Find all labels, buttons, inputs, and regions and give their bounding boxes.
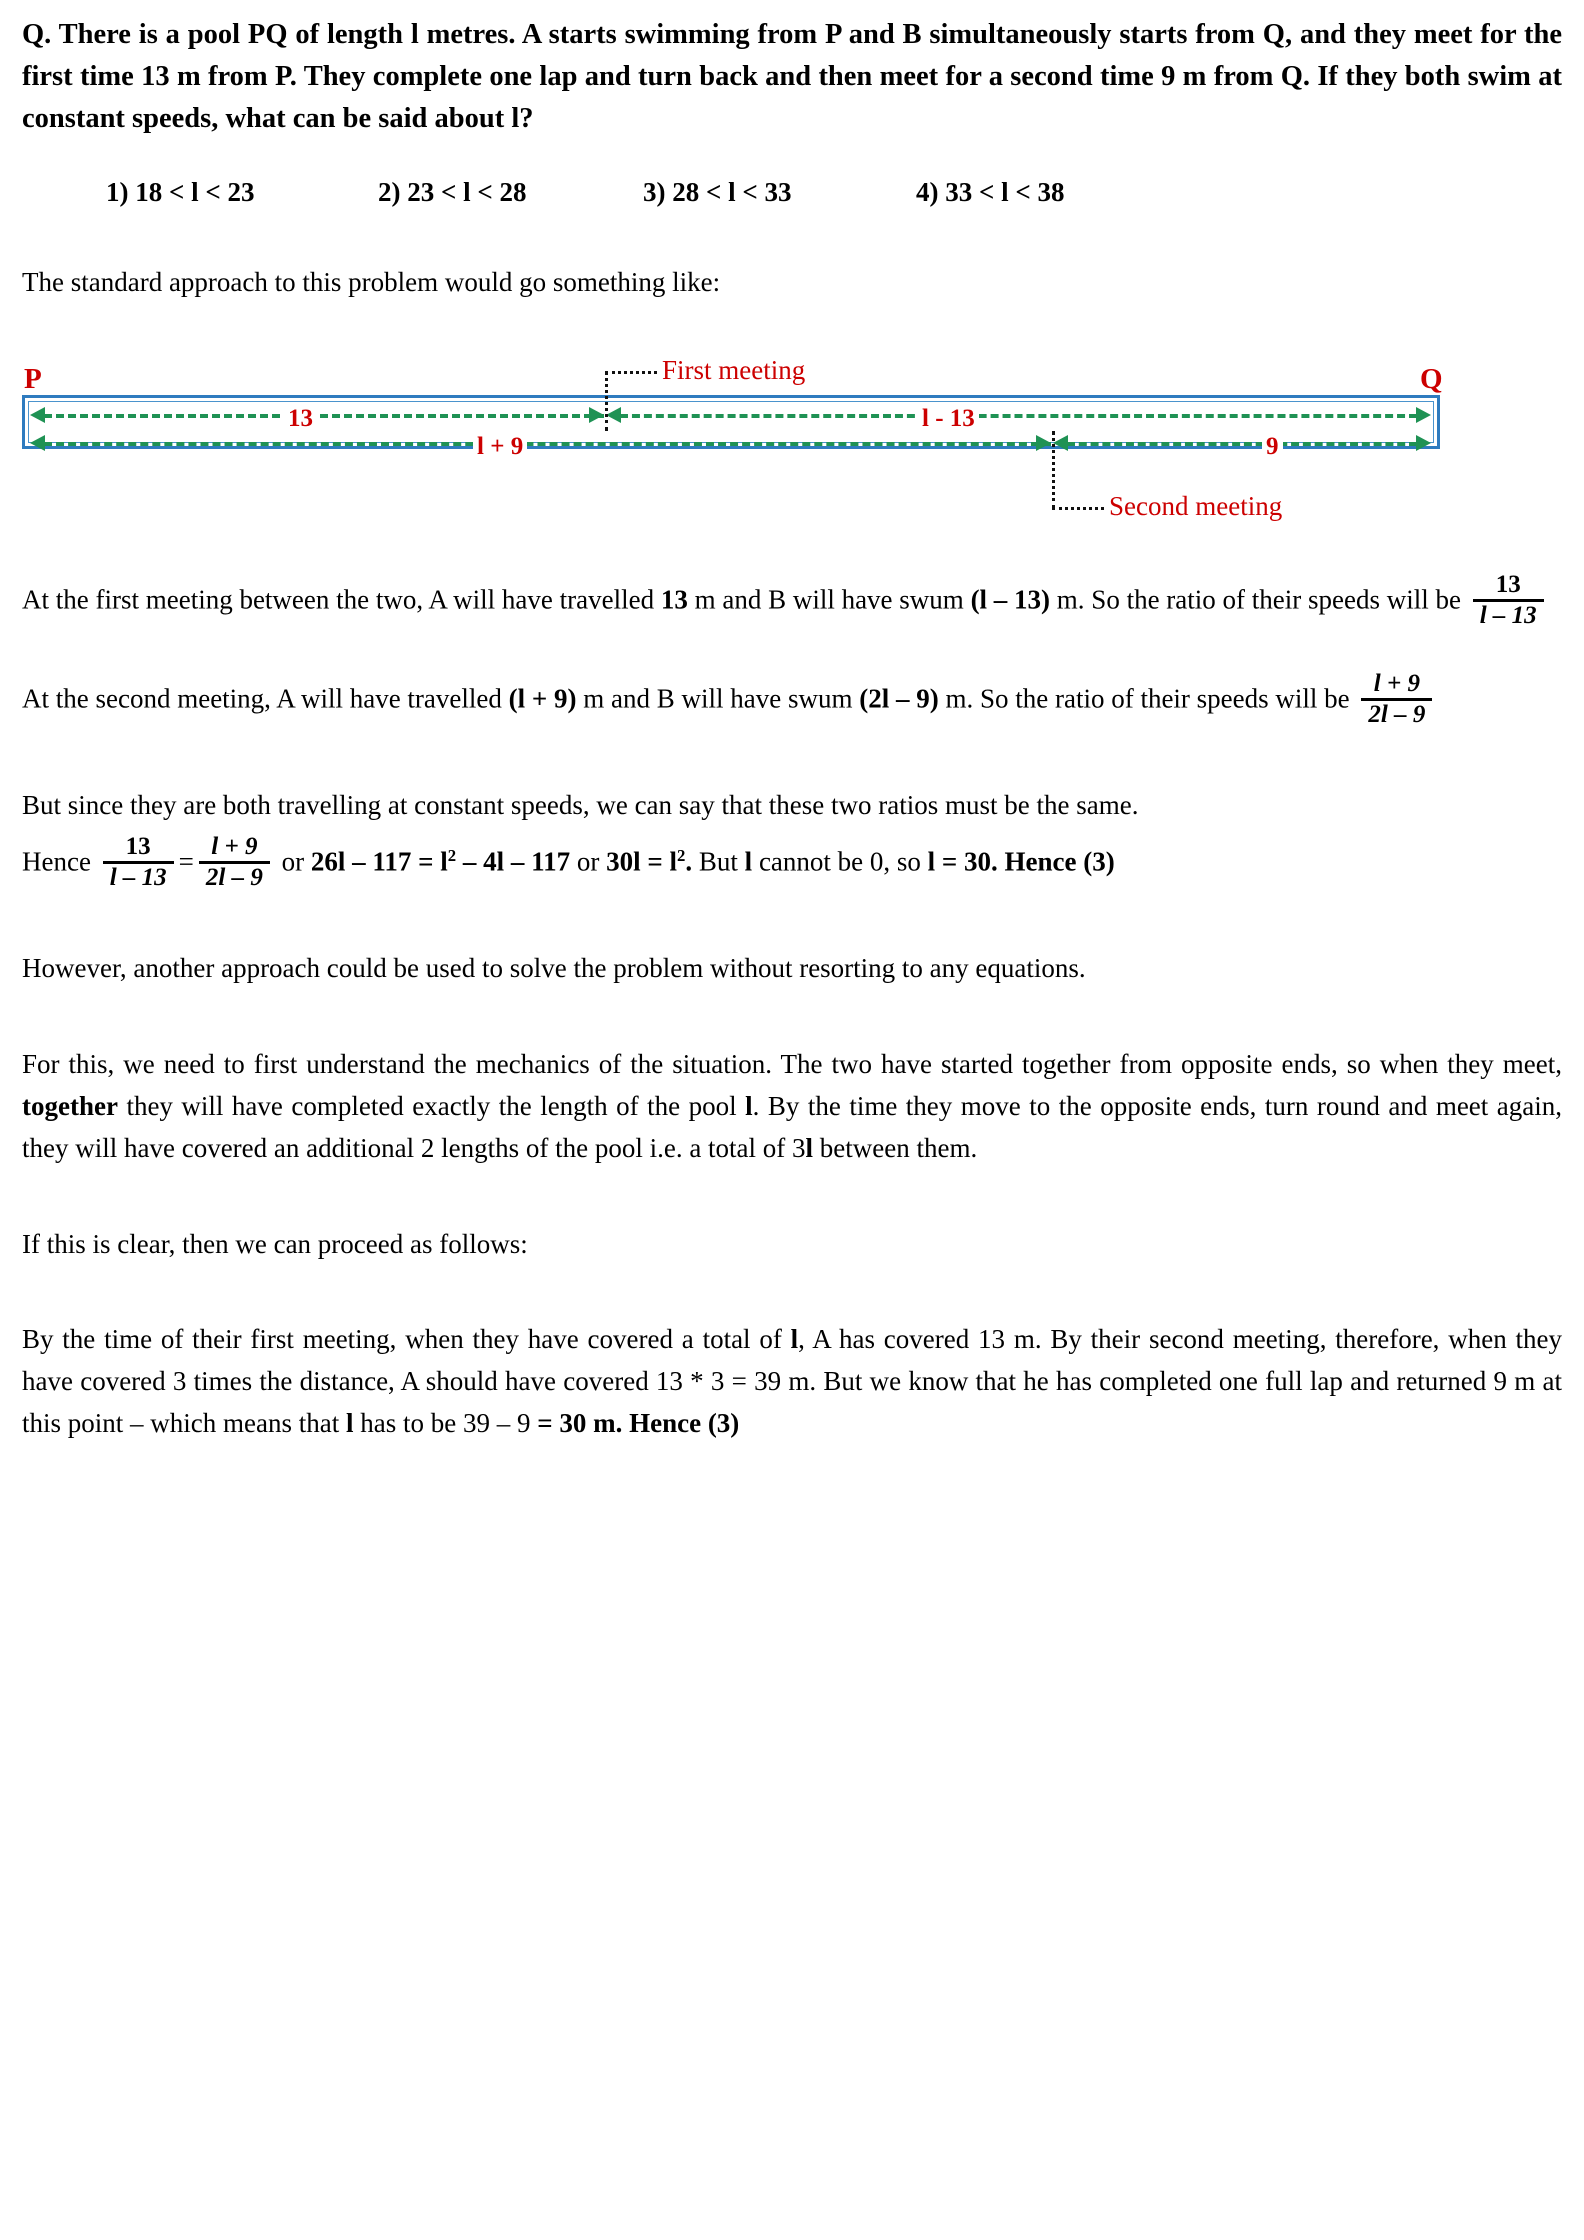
p7-bold-l2: l (345, 1408, 354, 1439)
option-1[interactable]: 1) 18 < l < 23 (106, 176, 255, 207)
p5-bold-together: together (22, 1090, 118, 1121)
p5-seg-c: they will have completed exactly the length of the pool (117, 1090, 746, 1121)
paragraph-first-meeting (22, 573, 1562, 632)
second-meeting-leader-vertical (1052, 431, 1055, 509)
p1-expr-l-minus-13: (l – 13) (970, 585, 1051, 616)
paragraph-final-reasoning (22, 1319, 1562, 1445)
diagram-value-9: 9 (1262, 434, 1283, 459)
arrow-row-second-trip (30, 435, 1432, 451)
arrow-head-right-mid-row1 (589, 407, 604, 423)
second-meeting-leader-horizontal (1052, 507, 1104, 510)
p2-expr-l-plus-9: (l + 9) (508, 684, 577, 715)
p3-expr-3: 30l = l (606, 846, 678, 877)
fraction-3-denominator: l – 13 (103, 861, 174, 892)
arrow-head-right-mid-row2 (1036, 435, 1051, 451)
p3-expr-2: – 4l – 117 (456, 846, 571, 877)
p3-line1: But since they are both travelling at constant speeds, we can say that these two ratios must be the same. (22, 790, 1139, 821)
question-text: Q. There is a pool PQ of length l metres. A starts swimming from P and B simultaneously starts from Q, and they meet for the first time 13 m from P. They complete one lap and turn back and then meet for a second time 9 m from Q. If they both swim at constant speeds, what can be said about l? (22, 19, 1562, 135)
first-meeting-leader-vertical (605, 371, 608, 431)
p1-seg-c: m and B will have swum (687, 585, 971, 616)
p3-or-2: or (570, 846, 607, 877)
p2-seg-a: At the second meeting, A will have travelled (22, 684, 509, 715)
option-2[interactable]: 2) 23 < l < 28 (378, 176, 527, 207)
fraction-4-denominator: 2l – 9 (199, 861, 270, 892)
p3-expr-4: . (685, 846, 693, 877)
first-meeting-label: First meeting (662, 355, 806, 386)
paragraph-equation-intro (22, 785, 1562, 827)
paragraph-equation (22, 835, 1562, 894)
p3-superscript-1: 2 (447, 845, 457, 865)
paragraph-second-meeting (22, 672, 1562, 731)
fraction-2-denominator: 2l – 9 (1361, 698, 1432, 729)
first-meeting-leader-horizontal (605, 371, 657, 374)
p5-bold-l2: l (805, 1132, 814, 1163)
arrow-head-left-row1 (30, 407, 45, 423)
p1-seg-e: m. So the ratio of their speeds will be (1050, 585, 1468, 616)
p1-seg-a: At the first meeting between the two, A will have travelled (22, 585, 661, 616)
p3-answer: l = 30. Hence (3) (927, 846, 1115, 877)
p3-tail-a: But (692, 846, 745, 877)
p3-hence: Hence (22, 846, 98, 877)
equals-sign: = (178, 846, 194, 877)
fraction-4-numerator: l + 9 (211, 833, 258, 861)
p1-val-13: 13 (660, 585, 688, 616)
fraction-3-numerator: 13 (125, 833, 151, 861)
arrow-head-left-mid-row2 (1053, 435, 1068, 451)
arrow-head-left-row2 (30, 435, 45, 451)
diagram-value-l-minus-13: l - 13 (918, 406, 979, 431)
paragraph-alternative-approach: However, another approach could be used to solve the problem without resorting to any equations. (22, 953, 1086, 984)
fraction-2-numerator: l + 9 (1373, 670, 1420, 698)
arrow-row-first-trip (30, 407, 1432, 423)
p3-expr-1: 26l – 117 = l (310, 846, 448, 877)
p2-expr-2l-minus-9: (2l – 9) (859, 684, 939, 715)
p7-seg-a: By the time of their first meeting, when they have covered a total of (22, 1324, 791, 1355)
diagram-value-13: 13 (284, 406, 317, 431)
arrow-head-right-row2 (1416, 435, 1431, 451)
fraction-ratio-1 (1473, 571, 1544, 630)
fraction-ratio-2 (1361, 670, 1432, 729)
diagram-label-p: P (24, 363, 42, 396)
p3-superscript-2: 2 (677, 845, 686, 865)
p3-tail-c: cannot be 0, so (752, 846, 928, 877)
dash-segment-13 (44, 414, 604, 418)
p7-seg-e: has to be 39 – 9 (353, 1408, 538, 1439)
p5-seg-e: . By the time they move to the opposite ends, turn round and meet again, they will have covered an additional 2 lengths of the pool i.e. a total of 3 (22, 1090, 1562, 1163)
document-content (22, 14, 1562, 1445)
dash-segment-l-minus-13 (620, 414, 1417, 418)
diagram-value-l-plus-9: l + 9 (473, 434, 527, 459)
p3-or-1: or (274, 846, 311, 877)
p5-bold-l: l (745, 1090, 753, 1121)
pool-diagram (22, 343, 1562, 533)
arrow-head-left-mid-row1 (606, 407, 621, 423)
fraction-ratio-4 (199, 833, 270, 892)
dash-segment-9 (1067, 442, 1417, 446)
arrow-head-right-row1 (1416, 407, 1431, 423)
dash-segment-l-plus-9 (44, 442, 1051, 446)
p2-seg-e: m. So the ratio of their speeds will be (938, 684, 1357, 715)
fraction-ratio-3 (103, 833, 174, 892)
p5-seg-a: For this, we need to first understand the mechanics of the situation. The two have started together from opposite ends, so when they meet, (22, 1049, 1562, 1080)
diagram-label-q: Q (1420, 363, 1443, 396)
p7-bold-l: l (790, 1324, 799, 1355)
second-meeting-label: Second meeting (1109, 491, 1283, 522)
p2-seg-c: m and B will have swum (576, 684, 860, 715)
answer-options (22, 177, 1562, 208)
option-4[interactable]: 4) 33 < l < 38 (916, 176, 1065, 207)
fraction-1-numerator: 13 (1495, 571, 1521, 599)
option-3[interactable]: 3) 28 < l < 33 (643, 176, 792, 207)
p3-tail-l: l (744, 846, 753, 877)
paragraph-proceed: If this is clear, then we can proceed as follows: (22, 1228, 528, 1259)
p7-final-answer: = 30 m. Hence (3) (537, 1408, 740, 1439)
intro-line: The standard approach to this problem would go something like: (22, 266, 721, 297)
fraction-1-denominator: l – 13 (1473, 599, 1544, 630)
p7-seg-c: , A has covered 13 m. By their second meeting, therefore, when they have covered 3 times the distance, A should have covered 13 * 3 = 39 m. But we know that he has completed one full lap and returned 9 m at this point – which means that (22, 1324, 1562, 1439)
paragraph-mechanics (22, 1044, 1562, 1170)
p5-seg-g: between them. (813, 1132, 978, 1163)
